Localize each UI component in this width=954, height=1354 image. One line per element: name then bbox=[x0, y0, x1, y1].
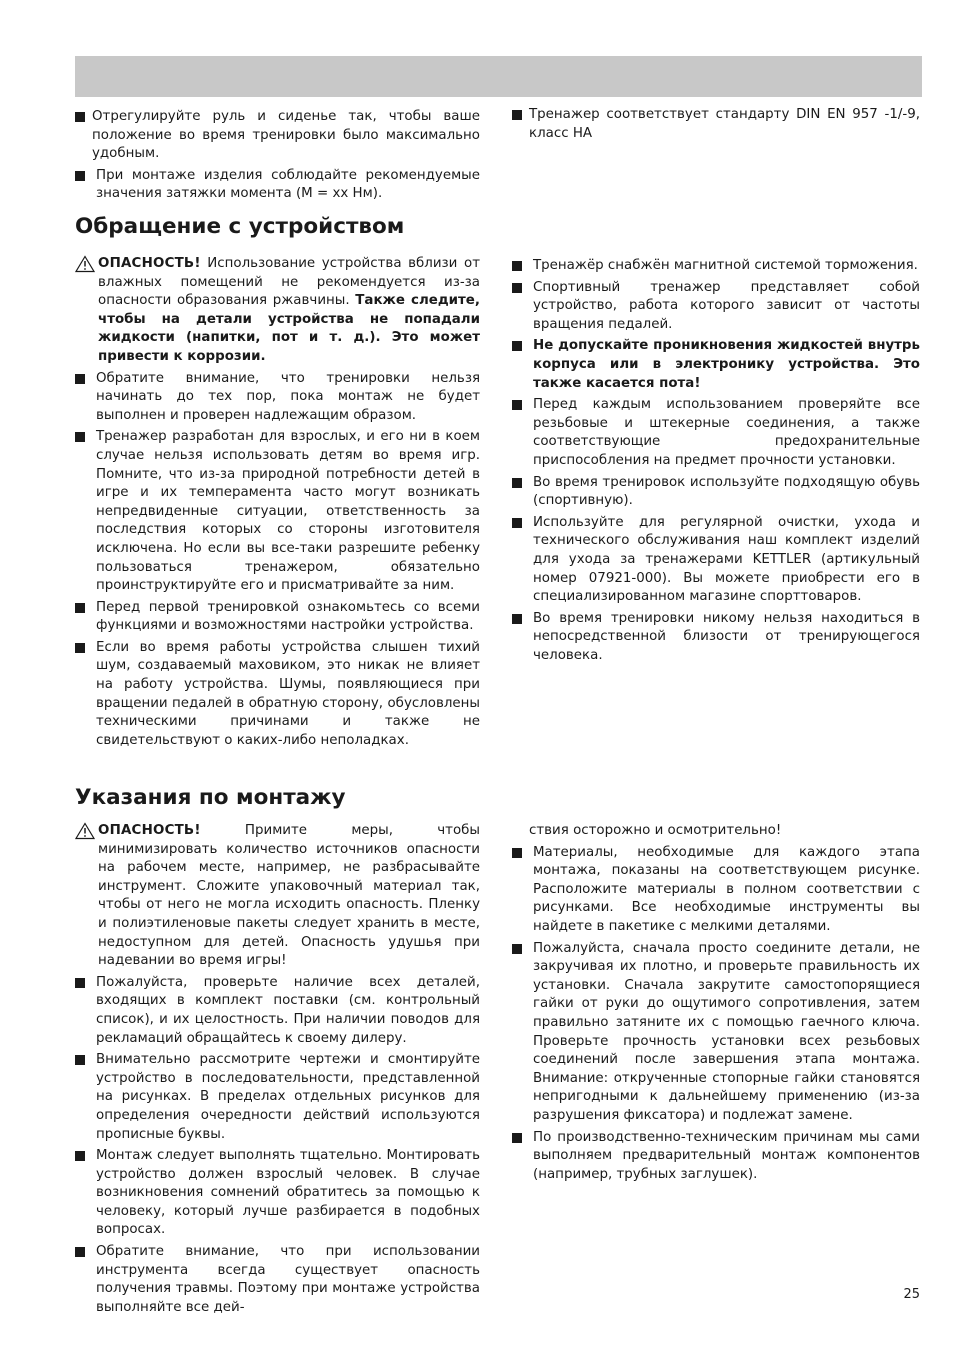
list-item: Во время тренировки никому нельзя находиться в непосредственной близости от тренирующегося человека. bbox=[512, 610, 920, 666]
list-item: Тренажёр снабжён магнитной системой торможения. bbox=[512, 257, 920, 276]
list-item: Обратите внимание, что при использовании инструмента всегда существует опасность получения травмы. Поэтому при монтаже устройства выполняйте все дей- bbox=[75, 1243, 480, 1317]
bullet-icon bbox=[75, 978, 85, 988]
section1-right-column bbox=[512, 257, 920, 668]
danger-label: ОПАСНОСТЬ! bbox=[98, 256, 201, 271]
bullet-icon bbox=[512, 400, 522, 410]
warning-triangle-icon bbox=[75, 255, 95, 273]
list-item: Спортивный тренажер представляет собой устройство, работа которого зависит от частоты вращения педалей. bbox=[512, 279, 920, 335]
section2-right-column bbox=[512, 822, 920, 1187]
list-item: Внимательно рассмотрите чертежи и смонтируйте устройство в последовательности, представленной на рисунках. В пределах отдельных рисунков для определения очередности действий используются прописные буквы. bbox=[75, 1051, 480, 1144]
list-item: Используйте для регулярной очистки, ухода и технического обслуживания наш комплект изделий для ухода за тренажерами KETTLER (артикульный номер 07921-000). Вы можете приобрести его в специализированном магазине спорттоваров. bbox=[512, 514, 920, 607]
warning-triangle-icon bbox=[75, 822, 95, 840]
list-item: По производственно-техническим причинам мы сами выполняем предварительный монтаж компонентов (например, трубных заглушек). bbox=[512, 1129, 920, 1185]
list-item: Перед каждым использованием проверяйте все резьбовые и штекерные соединения, а также соответствующие предохранительные приспособления на предмет прочности установки. bbox=[512, 396, 920, 470]
bullet-icon bbox=[75, 603, 85, 613]
danger-label: ОПАСНОСТЬ! bbox=[98, 823, 201, 838]
bullet-icon bbox=[512, 478, 522, 488]
list-item: Если во время работы устройства слышен тихий шум, создаваемый маховиком, это никак не влияет на работу устройства. Шумы, появляющиеся при вращении педалей в обратную сторону, обусловлены техническими причинами и также не свидетельствуют о каких-либо неполадках. bbox=[75, 639, 480, 751]
list-item: Отрегулируйте руль и сиденье так, чтобы ваше положение во время тренировки было максимально удобным. bbox=[75, 108, 480, 164]
danger-notice: ОПАСНОСТЬ! Примите меры, чтобы минимизировать количество источников опасности на рабочем месте, например, не разбрасывайте инструмент. Сложите упаковочный материал так, чтобы от него не могла исходить опасность. Пленку и полиэтиленовые пакеты следует хранить в месте, недоступном для детей. Опасность удушья при надевании во время игры! bbox=[75, 822, 480, 971]
list-item: Материалы, необходимые для каждого этапа монтажа, показаны на соответствующем рисунке. Расположите материалы в полном соответствии с рисунками. Все необходимые инструменты вы найдете в пакетике с мелкими деталями. bbox=[512, 844, 920, 937]
bullet-icon bbox=[512, 518, 522, 528]
section-title-handling: Обращение с устройством bbox=[75, 214, 405, 239]
list-item: Тренажер разработан для взрослых, и его ни в коем случае нельзя использовать детям во время игр. Помните, что из-за природной потребности детей в игре и их темперамента часто могут возникать непредвиденные ситуации, ответственность за последствия которых со стороны изготовителя исключена. Но если вы все-таки разрешите ребенку пользоваться тренажером, обязательно проинструктируйте его и присматривайте за ним. bbox=[75, 428, 480, 595]
bullet-icon bbox=[75, 1247, 85, 1257]
bullet-icon bbox=[75, 432, 85, 442]
list-item: Монтаж следует выполнять тщательно. Монтировать устройство должен взрослый человек. В случае возникновения сомнений обратитесь за помощью к человеку, который лучше разбирается в подобных вопросах. bbox=[75, 1147, 480, 1240]
list-item: Пожалуйста, сначала просто соедините детали, не закручивая их плотно, и проверьте правильность их установки. Сначала закрутите самостопорящиеся гайки от руки до ощутимого сопротивления, затем правильно затяните их с помощью гаечного ключа. Проверьте прочность установки всех резьбовых соединений после завершения этапа монтажа. Внимание: открученные стопорные гайки становятся непригодными к дальнейшему применению (из-за разрушения фиксатора) и подлежат замене. bbox=[512, 940, 920, 1126]
list-item: При монтаже изделия соблюдайте рекомендуемые значения затяжки момента (M = xx Нм). bbox=[75, 167, 480, 204]
bullet-icon bbox=[512, 110, 522, 120]
top-right-list bbox=[512, 106, 920, 146]
section2-left-column bbox=[75, 822, 480, 1320]
bullet-icon bbox=[512, 1133, 522, 1143]
section-title-assembly: Указания по монтажу bbox=[75, 785, 346, 810]
top-left-list bbox=[75, 108, 480, 207]
bullet-icon bbox=[75, 374, 85, 384]
bullet-icon bbox=[75, 1151, 85, 1161]
bullet-icon bbox=[512, 944, 522, 954]
bullet-icon bbox=[512, 341, 522, 351]
list-item: Во время тренировок используйте подходящую обувь (спортивную). bbox=[512, 474, 920, 511]
continuation-text: ствия осторожно и осмотрительно! bbox=[529, 823, 782, 838]
bullet-icon bbox=[75, 1055, 85, 1065]
bullet-icon bbox=[75, 643, 85, 653]
bullet-icon bbox=[512, 283, 522, 293]
bullet-icon bbox=[512, 614, 522, 624]
list-item: Перед первой тренировкой ознакомьтесь со всеми функциями и возможностями настройки устройства. bbox=[75, 599, 480, 636]
bullet-icon bbox=[75, 112, 85, 122]
page-number: 25 bbox=[903, 1287, 920, 1302]
list-item: Пожалуйста, проверьте наличие всех деталей, входящих в комплект поставки (см. контрольный список), и их целостность. При наличии поводов для рекламаций обращайтесь к своему дилеру. bbox=[75, 974, 480, 1048]
bullet-icon bbox=[75, 171, 85, 181]
header-bar bbox=[75, 56, 922, 97]
bullet-icon bbox=[512, 261, 522, 271]
list-item: Обратите внимание, что тренировки нельзя начинать до тех пор, пока монтаж не будет выполнен и проверен надлежащим образом. bbox=[75, 370, 480, 426]
bullet-icon bbox=[512, 848, 522, 858]
list-item: Тренажер соответствует стандарту DIN EN 957 -1/-9, класс HA bbox=[512, 106, 920, 143]
section1-left-column bbox=[75, 255, 480, 753]
danger-notice: ОПАСНОСТЬ! Использование устройства вблизи от влажных помещений не рекомендуется из-за опасности образования ржавчины. Также следите, чтобы на детали устройства не попадали жидкости (напитки, пот и т. д.). Это может привести к коррозии. bbox=[75, 255, 480, 367]
list-item: Не допускайте проникновения жидкостей внутрь корпуса или в электронику устройства. Это также касается пота! bbox=[512, 337, 920, 393]
